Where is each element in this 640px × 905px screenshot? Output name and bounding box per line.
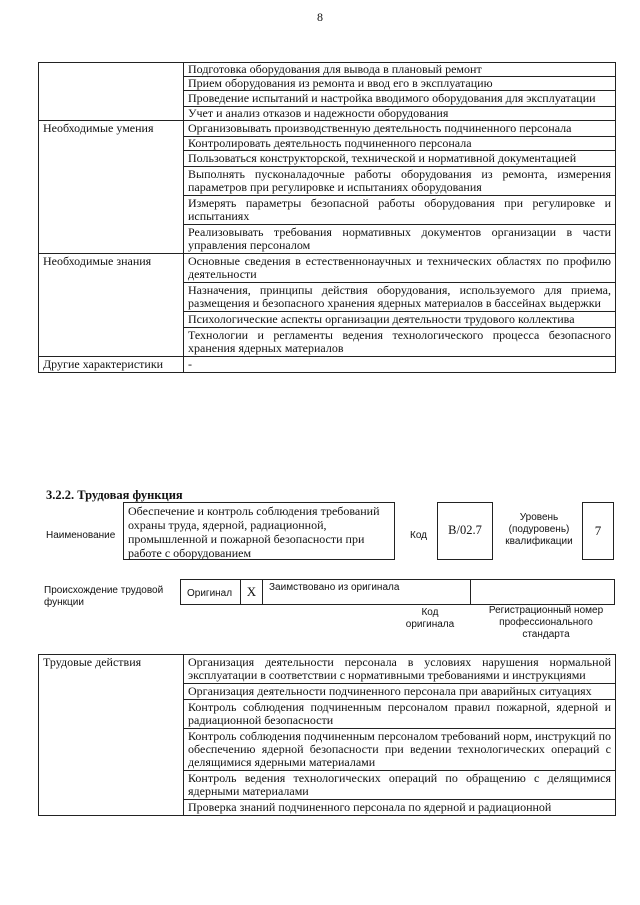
table-row (39, 254, 616, 283)
list-item: Организация деятельности подчиненного персонала при аварийных ситуациях (184, 684, 616, 700)
borrowed-label: Заимствовано из оригинала (263, 580, 471, 604)
name-label: Наименование (46, 530, 116, 541)
original-code-label: Код оригинала (405, 607, 455, 630)
list-item: Учет и анализ отказов и надежности оборудования (184, 107, 616, 121)
empty-label-cell (39, 63, 184, 121)
list-item: Проверка знаний подчиненного персонала по ядерной и радиационной (184, 800, 616, 816)
original-label: Оригинал (181, 580, 241, 604)
list-item: Контроль соблюдения подчиненным персоналом правил пожарной, ядерной и радиационной безопасности (184, 700, 616, 729)
other-value: - (184, 357, 616, 373)
actions-label: Трудовые действия (39, 655, 184, 816)
list-item: Контроль соблюдения подчиненным персоналом требований норм, инструкций по обеспечению ядерной безопасности при ведении технологических операций с делящимися ядерными материалами (184, 729, 616, 771)
skills-label: Необходимые умения (39, 121, 184, 254)
list-item: Прием оборудования из ремонта и ввод его в эксплуатацию (184, 77, 616, 91)
list-item: Основные сведения в естественнонаучных и технических областях по профилю деятельности (184, 254, 616, 283)
list-item: Выполнять пусконаладочные работы оборудования из ремонта, измерения параметров при регулировке и испытаниях оборудования (184, 167, 616, 196)
function-name: Обеспечение и контроль соблюдения требований охраны труда, ядерной, радиационной, промышленной и пожарной безопасности при работе с оборудованием (123, 502, 395, 560)
origin-table (180, 579, 615, 605)
list-item: Контролировать деятельность подчиненного персонала (184, 137, 616, 151)
table-row (39, 357, 616, 373)
list-item: Подготовка оборудования для вывода в плановый ремонт (184, 63, 616, 77)
qualification-level: 7 (582, 502, 614, 560)
labor-actions-table (38, 654, 616, 816)
list-item: Проведение испытаний и настройка вводимого оборудования для эксплуатации (184, 91, 616, 107)
origin-divider (470, 579, 471, 605)
list-item: Технологии и регламенты ведения технологического процесса безопасного хранения ядерных материалов (184, 328, 616, 357)
list-item: Реализовывать требования нормативных документов организации в части управления персоналом (184, 225, 616, 254)
list-item: Пользоваться конструкторской, технической и нормативной документацией (184, 151, 616, 167)
function-code: B/02.7 (437, 502, 493, 560)
section-title: 3.2.2. Трудовая функция (46, 488, 183, 502)
other-label: Другие характеристики (39, 357, 184, 373)
code-label: Код (410, 530, 428, 541)
registration-number-label: Регистрационный номер профессионального стандарта (488, 605, 604, 640)
table-row (39, 655, 616, 684)
original-mark: X (241, 580, 263, 604)
list-item: Измерять параметры безопасной работы оборудования при регулировке и испытаниях (184, 196, 616, 225)
table-row (39, 63, 616, 77)
knowledge-label: Необходимые знания (39, 254, 184, 357)
list-item: Организовывать производственную деятельность подчиненного персонала (184, 121, 616, 137)
list-item: Психологические аспекты организации деятельности трудового коллектива (184, 312, 616, 328)
table-row (39, 121, 616, 137)
list-item: Назначения, принципы действия оборудования, используемого для приема, размещения и безопасного хранения ядерных материалов в бассейнах выдержки (184, 283, 616, 312)
page-number: 8 (317, 10, 323, 24)
level-label: Уровень (подуровень) квалификации (505, 512, 573, 547)
competency-table (38, 62, 616, 373)
list-item: Организация деятельности персонала в условиях нарушения нормальной эксплуатации в соответствии с нормативными требованиями и инструкциями (184, 655, 616, 684)
list-item: Контроль ведения технологических операций по обращению с делящимися ядерными материалами (184, 771, 616, 800)
origin-label: Происхождение трудовой функции (44, 585, 164, 608)
